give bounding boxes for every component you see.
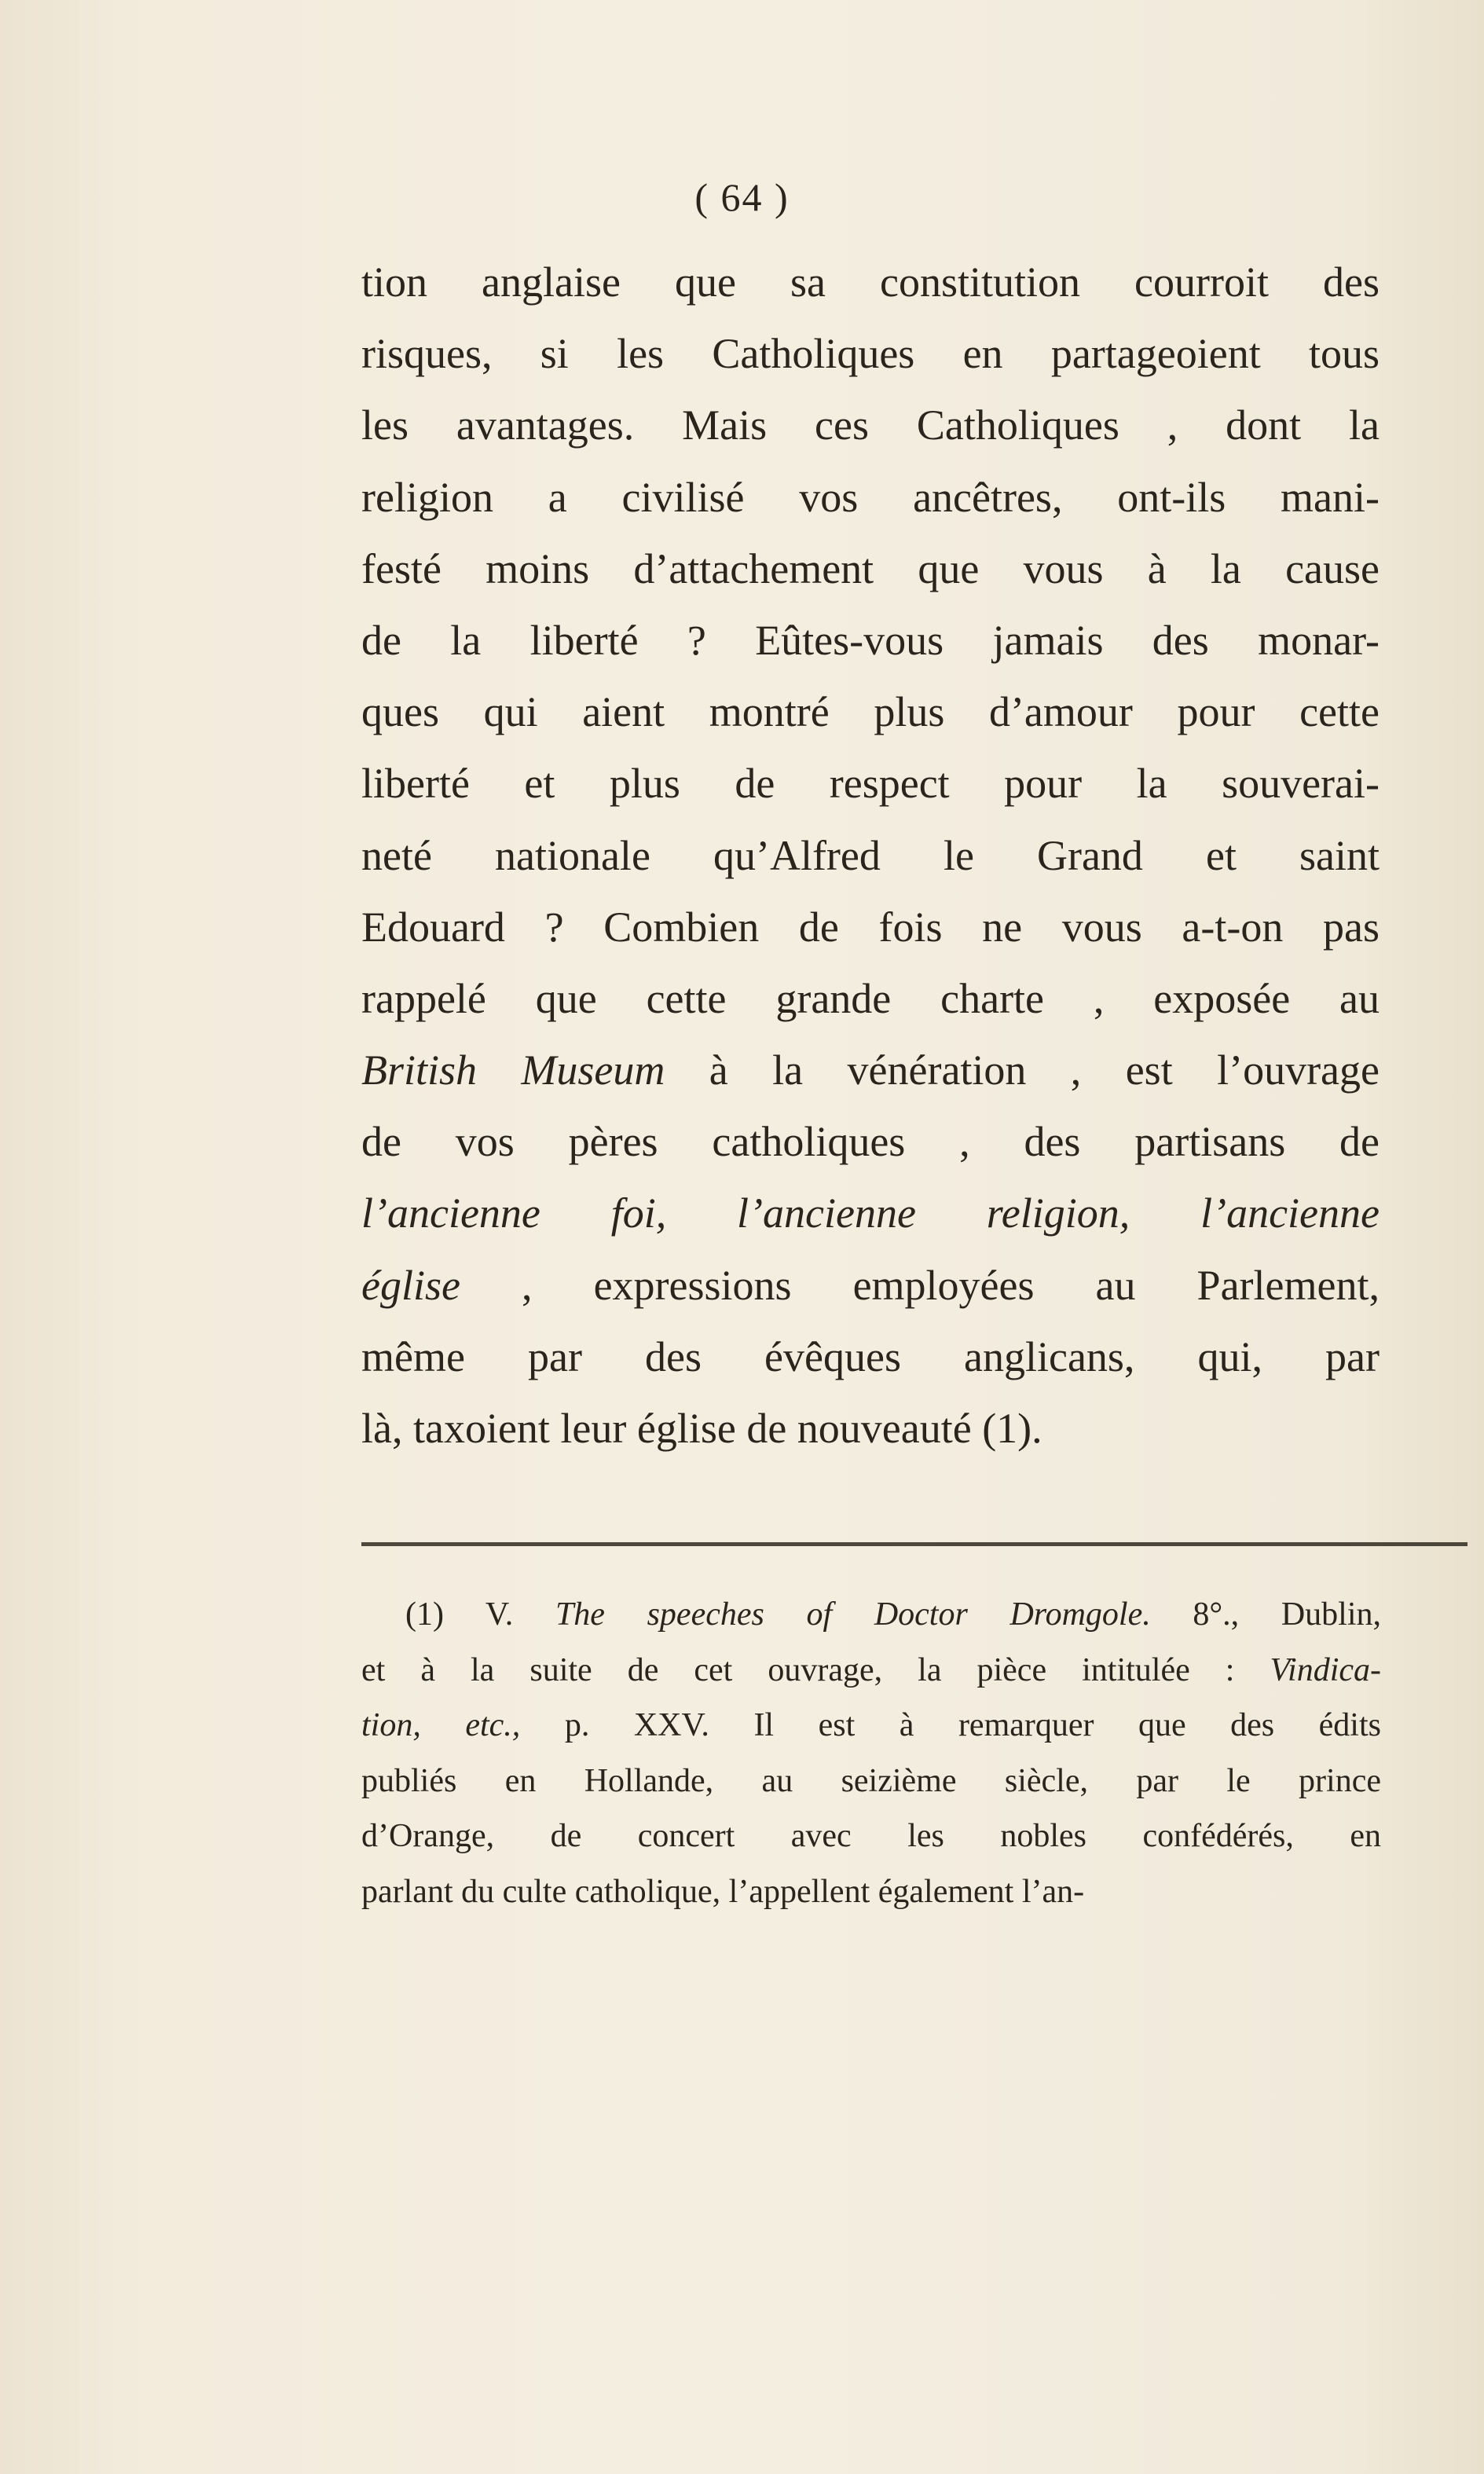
text-line: festé moins d’attachement que vous à la cause <box>361 544 1380 592</box>
text-line: British Museum à la vénération , est l’ouvrage <box>361 1046 1380 1094</box>
text-line: risques, si les Catholiques en partageoient tous <box>361 330 1380 378</box>
footnote <box>361 1587 1381 1919</box>
text-line: les avantages. Mais ces Catholiques , dont la <box>361 401 1380 449</box>
footnote-line: publiés en Hollande, au seizième siècle, par le prince <box>361 1762 1381 1799</box>
text-line: même par des évêques anglicans, qui, par <box>361 1332 1380 1380</box>
text-line: Edouard ? Combien de fois ne vous a-t-on pas <box>361 903 1380 951</box>
footnote-divider <box>361 1542 1468 1546</box>
text-line: l’ancienne foi, l’ancienne religion, l’ancienne <box>361 1189 1380 1237</box>
text-line: religion a civilisé vos ancêtres, ont-ils mani- <box>361 473 1380 521</box>
footnote-line: d’Orange, de concert avec les nobles confédérés, en <box>361 1818 1381 1854</box>
footnote-line: parlant du culte catholique, l’appellent également l’an- <box>361 1873 1085 1910</box>
page-number: ( 64 ) <box>694 175 790 219</box>
text-line: de la liberté ? Eûtes-vous jamais des monar- <box>361 616 1380 664</box>
text-line: ques qui aient montré plus d’amour pour cette <box>361 688 1380 736</box>
footnote-line: et à la suite de cet ouvrage, la pièce intitulée : Vindica- <box>361 1651 1381 1688</box>
text-line: église , expressions employées au Parlement, <box>361 1261 1380 1309</box>
text-line: rappelé que cette grande charte , exposée au <box>361 974 1380 1022</box>
text-line: tion anglaise que sa constitution courroit des <box>361 258 1380 306</box>
footnote-line: (1) V. The speeches of Doctor Dromgole. 8°., Dublin, <box>405 1596 1381 1633</box>
text-line: là, taxoient leur église de nouveauté (1). <box>361 1405 1042 1452</box>
footnote-line: tion, etc., p. XXV. Il est à remarquer que des édits <box>361 1707 1381 1743</box>
text-line: de vos pères catholiques , des partisans de <box>361 1118 1380 1166</box>
text-line: liberté et plus de respect pour la souverai- <box>361 760 1380 808</box>
main-text <box>361 247 1380 1464</box>
text-line: neté nationale qu’Alfred le Grand et saint <box>361 831 1380 879</box>
